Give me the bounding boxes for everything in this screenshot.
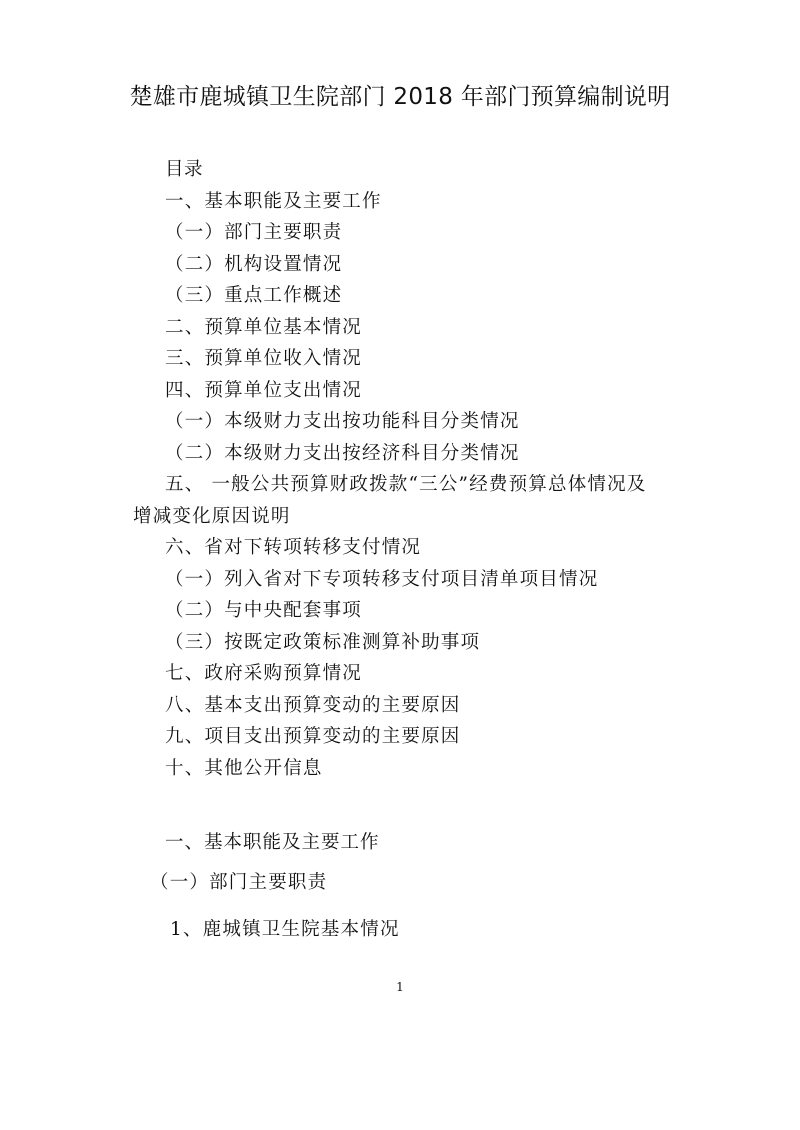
toc-item: 十、其他公开信息 [165, 758, 323, 779]
toc-item: （一）列入省对下专项转移支付项目清单项目情况 [165, 569, 599, 590]
toc-item: 三、预算单位收入情况 [165, 348, 363, 369]
toc-item: 九、项目支出预算变动的主要原因 [165, 726, 461, 747]
toc-item: （三）按既定政策标准测算补助事项 [165, 632, 481, 653]
toc-item: （二）与中央配套事项 [165, 600, 363, 621]
toc-item: 二、预算单位基本情况 [165, 317, 363, 338]
toc-item: （二）本级财力支出按经济科目分类情况 [165, 443, 520, 464]
toc-item-continuation: 增减变化原因说明 [133, 506, 291, 527]
toc-item: 一、基本职能及主要工作 [165, 191, 382, 212]
toc-item: （一）本级财力支出按功能科目分类情况 [165, 411, 520, 432]
toc-item: （一）部门主要职责 [165, 222, 343, 243]
toc-item: 四、预算单位支出情况 [165, 380, 363, 401]
toc-item: （二）机构设置情况 [165, 254, 343, 275]
document-title: 楚雄市鹿城镇卫生院部门 2018 年部门预算编制说明 [129, 84, 671, 110]
toc-item: 六、省对下转项转移支付情况 [165, 537, 422, 558]
toc-item: 七、政府采购预算情况 [165, 663, 363, 684]
toc-heading: 目录 [165, 159, 204, 180]
subsection-heading: （一）部门主要职责 [150, 872, 328, 893]
toc-item: 五、 一般公共预算财政拨款“三公”经费预算总体情况及 [165, 474, 647, 495]
toc-item: 八、基本支出预算变动的主要原因 [165, 695, 461, 716]
item-heading: 1、鹿城镇卫生院基本情况 [170, 919, 400, 940]
toc-item: （三）重点工作概述 [165, 285, 343, 306]
page-number: 1 [396, 980, 404, 994]
section-heading: 一、基本职能及主要工作 [165, 832, 380, 853]
